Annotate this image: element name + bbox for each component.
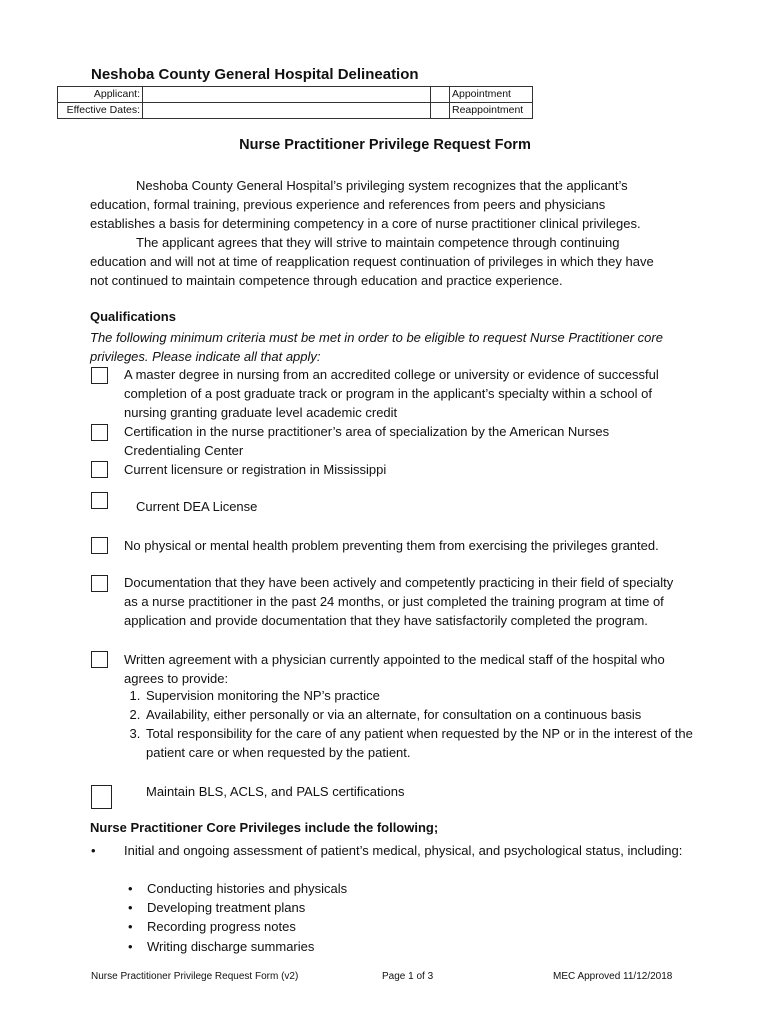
- qualification-checkbox-certifications[interactable]: [91, 785, 112, 809]
- bullet-icon: •: [128, 900, 133, 915]
- reappointment-checkbox[interactable]: [431, 103, 450, 119]
- qualifications-intro: The following minimum criteria must be met in order to be eligible to request Nurse Practitioner core privileges. Please indicate all that apply:: [90, 330, 663, 364]
- agreement-subitem-list: [124, 686, 714, 762]
- qualification-item-licensure: Current licensure or registration in Mississippi: [124, 462, 387, 477]
- qualification-checkbox-health[interactable]: [91, 537, 108, 554]
- core-privilege-subitem: Recording progress notes: [147, 919, 296, 934]
- qualification-item-certification: Certification in the nurse practitioner’s area of specialization by the American Nurses Credentialing Center: [124, 424, 610, 458]
- bullet-icon: •: [128, 919, 133, 934]
- qualification-item-health: No physical or mental health problem preventing them from exercising the privileges granted.: [124, 538, 659, 553]
- qualification-checkbox-masters[interactable]: [91, 367, 108, 384]
- agreement-subitem: 3. Total responsibility for the care of any patient when requested by the NP or in the interest of the patient care or when requested by the patient.: [144, 724, 714, 762]
- appointment-option-label: Appointment: [450, 87, 533, 103]
- core-privilege-subitem: Developing treatment plans: [147, 900, 306, 915]
- qualification-checkbox-certification[interactable]: [91, 424, 108, 441]
- core-privileges-title: Nurse Practitioner Core Privileges include the following;: [90, 820, 439, 835]
- agreement-subitem: 2. Availability, either personally or via an alternate, for consultation on a continuous basis: [144, 705, 714, 724]
- applicant-field[interactable]: [143, 87, 431, 103]
- intro-paragraph-1: Neshoba County General Hospital’s privileging system recognizes that the applicant’s education, formal training, previous experience and references from peers and physicians establishes a basis for determining competency in a core of nurse practitioner clinical privileges.: [90, 178, 641, 231]
- core-privilege-subitem: Writing discharge summaries: [147, 939, 315, 954]
- qualification-item-masters: A master degree in nursing from an accredited college or university or evidence of successful completion of a post graduate track or program in the applicant’s specialty within a school of nursing granting graduate level academic credit: [124, 367, 659, 420]
- appointment-checkbox[interactable]: [431, 87, 450, 103]
- footer-form-name: Nurse Practitioner Privilege Request Form (v2): [91, 971, 299, 982]
- bullet-icon: •: [91, 843, 96, 858]
- qualifications-title: Qualifications: [90, 309, 176, 324]
- applicant-label: Applicant:: [58, 87, 143, 103]
- effective-dates-label: Effective Dates:: [58, 103, 143, 119]
- footer-page-number: Page 1 of 3: [382, 971, 434, 982]
- reappointment-option-label: Reappointment: [450, 103, 533, 119]
- hospital-title: Neshoba County General Hospital Delineation: [91, 66, 419, 83]
- agreement-subitem: 1. Supervision monitoring the NP’s practice: [144, 686, 714, 705]
- applicant-header-table: [57, 86, 533, 119]
- form-title: Nurse Practitioner Privilege Request Form: [239, 137, 531, 153]
- qualification-item-dea: Current DEA License: [136, 499, 258, 514]
- qualification-checkbox-licensure[interactable]: [91, 461, 108, 478]
- qualification-checkbox-documentation[interactable]: [91, 575, 108, 592]
- core-privilege-subitem: Conducting histories and physicals: [147, 881, 348, 896]
- qualification-checkbox-agreement[interactable]: [91, 651, 108, 668]
- qualification-item-documentation: Documentation that they have been actively and competently practicing in their field of specialty as a nurse practitioner in the past 24 months, or just completed the training program at time of application and provide documentation that they have satisfactorily completed the program.: [124, 575, 674, 628]
- bullet-icon: •: [128, 939, 133, 954]
- bullet-icon: •: [128, 881, 133, 896]
- qualification-item-agreement: Written agreement with a physician currently appointed to the medical staff of the hospital who agrees to provide:: [124, 652, 665, 686]
- footer-approval-date: MEC Approved 11/12/2018: [553, 971, 673, 982]
- core-privilege-item: Initial and ongoing assessment of patient’s medical, physical, and psychological status, including:: [124, 843, 683, 858]
- qualification-item-certifications: Maintain BLS, ACLS, and PALS certifications: [146, 784, 405, 799]
- intro-paragraph-2: The applicant agrees that they will strive to maintain competence through continuing education and will not at time of reapplication request continuation of privileges in which they have not continued to maintain competence through education and practice experience.: [90, 235, 654, 288]
- effective-dates-field[interactable]: [143, 103, 431, 119]
- qualification-checkbox-dea[interactable]: [91, 492, 108, 509]
